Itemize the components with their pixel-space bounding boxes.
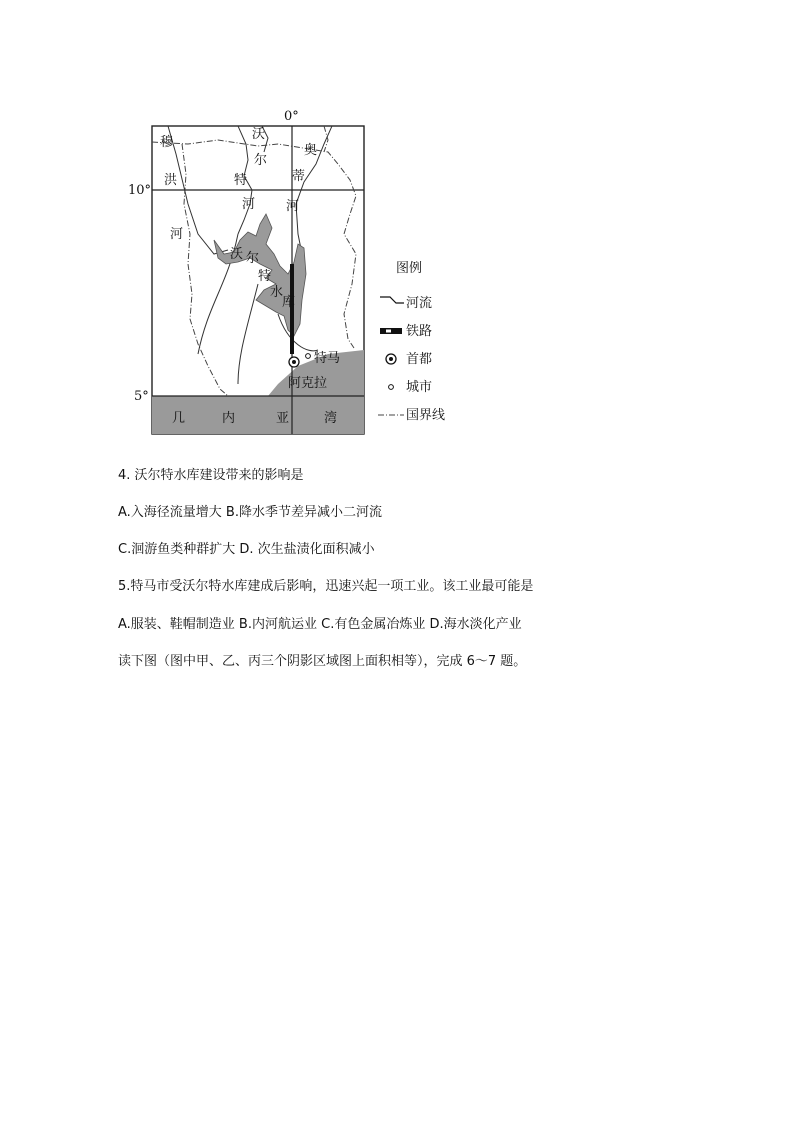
oti-char-3: 河 — [286, 199, 300, 214]
legend-title: 图例 — [396, 261, 423, 276]
question-5-options: A.服装、鞋帽制造业 B.内河航运业 C.有色金属冶炼业 D.海水淡化产业 — [118, 617, 522, 632]
city-icon — [389, 385, 394, 390]
white-volta-char-3: 特 — [234, 173, 248, 188]
river-icon — [380, 297, 404, 303]
legend-label-river: 河流 — [406, 296, 433, 311]
region-label-mu: 穆 — [160, 135, 174, 150]
map-svg — [128, 104, 458, 440]
lake-char-5: 库 — [282, 295, 296, 310]
gulf-char-3: 亚 — [276, 411, 290, 426]
capital-label-accra: 阿克拉 — [288, 376, 328, 391]
lake-char-4: 水 — [270, 285, 284, 300]
legend-label-railway: 铁路 — [406, 324, 433, 339]
question-4-options-ab: A.入海径流量增大 B.降水季节差异减小二河流 — [118, 505, 382, 520]
city-label-tema: 特马 — [314, 351, 341, 366]
lake-char-3: 特 — [258, 269, 272, 284]
question-5-stem: 5.特马市受沃尔特水库建成后影响，迅速兴起一项工业。该工业最可能是 — [118, 579, 534, 594]
oti-char-2: 蒂 — [292, 169, 306, 184]
legend-label-capital: 首都 — [406, 352, 433, 367]
white-volta-char-2: 尔 — [254, 153, 268, 168]
capital-icon — [386, 354, 396, 364]
lat-label-10: 10° — [128, 183, 152, 198]
oti-char-1: 奥 — [304, 143, 318, 158]
gulf-char-1: 几 — [172, 411, 186, 426]
question-4-options-cd: C.洄游鱼类种群扩大 D. 次生盐渍化面积减小 — [118, 542, 375, 557]
white-volta-char-1: 沃 — [252, 127, 266, 142]
question-4-stem: 4. 沃尔特水库建设带来的影响是 — [118, 468, 304, 483]
lat-label-5: 5° — [134, 389, 149, 404]
lake-char-2: 尔 — [246, 251, 260, 266]
white-volta-char-4: 河 — [242, 197, 256, 212]
city-tema-marker — [306, 354, 311, 359]
legend-label-city: 城市 — [406, 380, 433, 395]
lon-label: 0° — [284, 109, 299, 124]
region-label-hong: 洪 — [164, 173, 178, 188]
lake-char-1: 沃 — [230, 247, 244, 262]
gulf-char-2: 内 — [222, 411, 236, 426]
map-figure — [128, 104, 458, 440]
railway-icon — [380, 328, 402, 334]
legend-label-border: 国界线 — [406, 408, 446, 423]
gulf-char-4: 湾 — [324, 411, 338, 426]
next-questions-intro: 读下图（图中甲、乙、丙三个阴影区域图上面积相等），完成 6～7 题。 — [118, 654, 527, 669]
capital-accra-dot — [292, 360, 296, 364]
region-label-he: 河 — [170, 227, 184, 242]
